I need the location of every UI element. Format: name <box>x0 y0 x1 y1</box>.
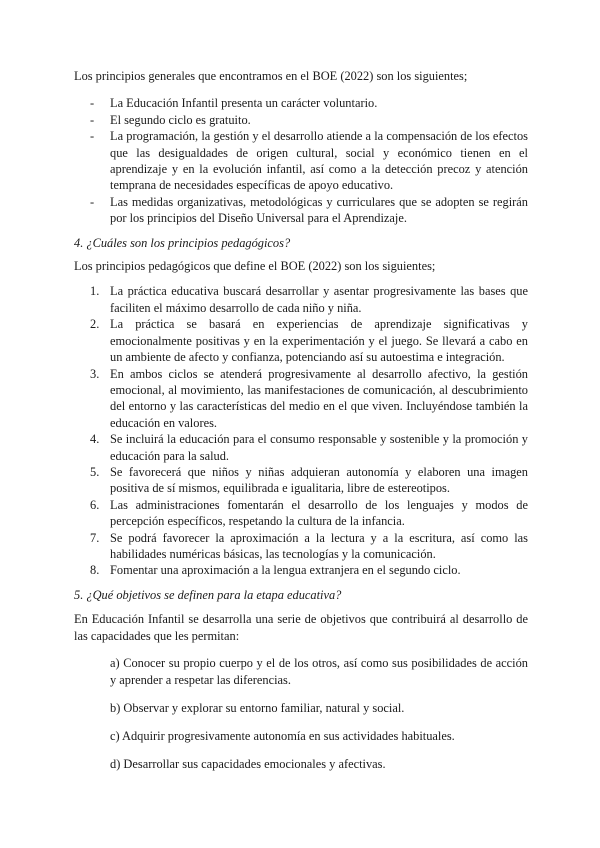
item-number: 4. <box>90 432 100 447</box>
list-item <box>74 464 528 497</box>
list-item-text: La programación, la gestión y el desarrollo atiende a la compensación de los efectos que las desigualdades de origen cultural, social y económico tienen en el aprendizaje y en la evolución infantil, así como a la detección precoz y atención temprana de necesidades específicas de apoyo educativo. <box>110 129 528 193</box>
list-item <box>74 283 528 316</box>
item-number: 5. <box>90 464 100 479</box>
list-item-text: Las medidas organizativas, metodológicas y curriculares que se adopten se regirán por los principios del Diseño Universal para el Aprendizaje. <box>110 194 528 226</box>
list-item <box>74 194 528 227</box>
item-number: 7. <box>90 530 100 545</box>
list-item-text: Se incluirá la educación para el consumo responsable y sostenible y la promoción y educación para la salud. <box>110 432 528 463</box>
list-item <box>74 562 528 578</box>
item-number: 8. <box>90 563 100 578</box>
objective-item: c) Adquirir progresivamente autonomía en sus actividades habituales. <box>110 729 455 744</box>
section-heading-objectives: 5. ¿Qué objetivos se definen para la etapa educativa? <box>74 587 342 602</box>
intro-objectives: En Educación Infantil se desarrolla una serie de objetivos que contribuirá al desarrollo de las capacidades que les permitan: <box>74 612 528 644</box>
list-item <box>74 497 528 530</box>
list-item-text: Las administraciones fomentarán el desarrollo de los lenguajes y modos de percepción específicos, respetando la cultura de la infancia. <box>110 497 528 529</box>
intro-pedagogical-principles: Los principios pedagógicos que define el BOE (2022) son los siguientes; <box>74 259 436 274</box>
list-item <box>74 366 528 432</box>
section-heading-pedagogical: 4. ¿Cuáles son los principios pedagógicos? <box>74 235 291 250</box>
list-item <box>74 431 528 464</box>
list-item-text: En ambos ciclos se atenderá progresivamente al desarrollo afectivo, la gestión emocional, al movimiento, las manifestaciones de comunicación, al descubrimiento del entorno y las características del medio en el que viven. Incluyéndose también la educación en valores. <box>110 366 528 430</box>
list-item-text: La práctica educativa buscará desarrollar y asentar progresivamente las bases que faciliten el máximo desarrollo de cada niño y niña. <box>110 284 528 315</box>
dash-bullet: - <box>90 96 95 111</box>
pedagogical-principles-list <box>74 283 528 578</box>
dash-bullet: - <box>90 112 95 127</box>
list-item <box>74 95 528 111</box>
list-item-text: La Educación Infantil presenta un carácter voluntario. <box>110 96 378 111</box>
objective-item: d) Desarrollar sus capacidades emocionales y afectivas. <box>110 757 386 772</box>
dash-bullet: - <box>90 194 95 209</box>
item-number: 6. <box>90 497 100 512</box>
item-number: 3. <box>90 366 100 381</box>
objective-item: b) Observar y explorar su entorno familiar, natural y social. <box>110 701 405 716</box>
intro-general-principles: Los principios generales que encontramos en el BOE (2022) son los siguientes; <box>74 69 468 83</box>
item-number: 2. <box>90 317 100 332</box>
list-item <box>74 112 528 128</box>
list-item <box>74 316 528 365</box>
list-item-text: El segundo ciclo es gratuito. <box>110 112 251 127</box>
list-item-text: Se favorecerá que niños y niñas adquieran autonomía y elaboren una imagen positiva de sí mismos, equilibrada e igualitaria, libre de estereotipos. <box>110 464 528 496</box>
dash-bullet: - <box>90 129 95 144</box>
list-item <box>74 530 528 563</box>
list-item <box>74 128 528 194</box>
list-item-text: Fomentar una aproximación a la lengua extranjera en el segundo ciclo. <box>110 563 461 578</box>
general-principles-list <box>74 95 528 226</box>
list-item-text: La práctica se basará en experiencias de aprendizaje significativas y emocionalmente positivas y en la experimentación y el juego. Se llevará a cabo en un ambiente de afecto y confianza, potenciando así su autoestima e integración. <box>110 317 528 365</box>
item-number: 1. <box>90 284 100 299</box>
list-item-text: Se podrá favorecer la aproximación a la lectura y a la escritura, así como las habilidades numéricas básicas, las tecnologías y la comunicación. <box>110 530 528 561</box>
objective-item: a) Conocer su propio cuerpo y el de los otros, así como sus posibilidades de acción y aprender a respetar las diferencias. <box>110 656 528 688</box>
